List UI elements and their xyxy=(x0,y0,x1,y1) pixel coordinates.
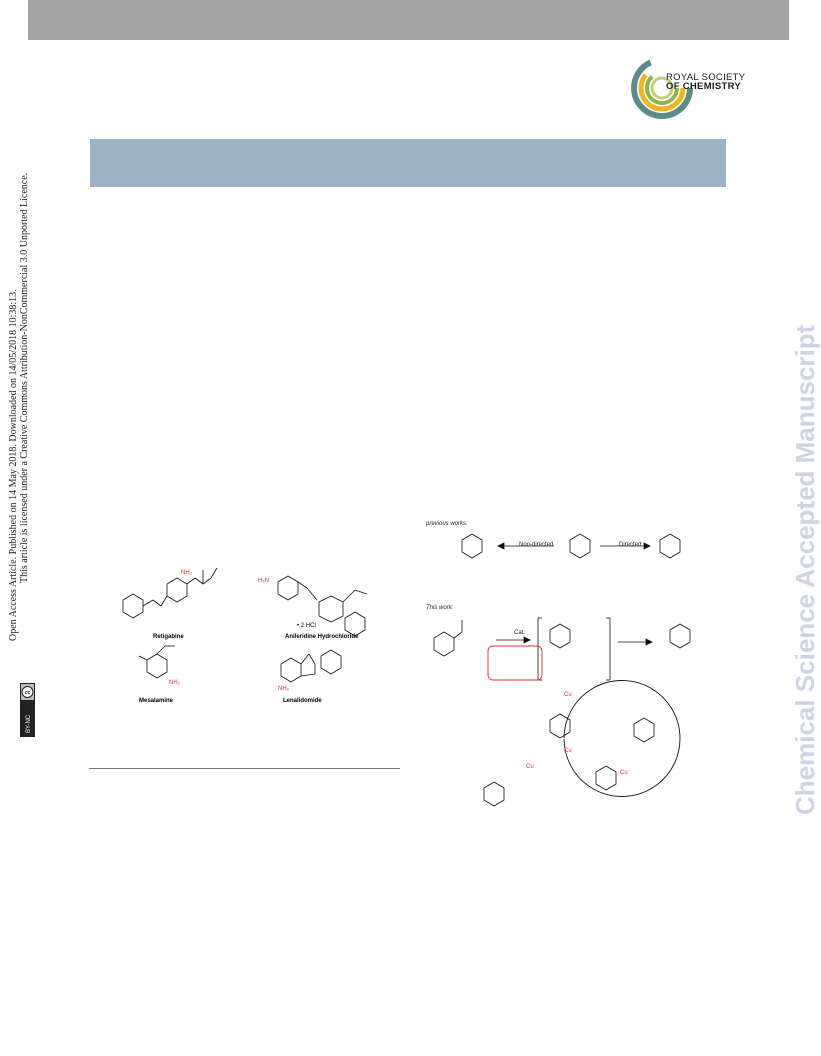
catalyst-label: Cat. xyxy=(514,630,526,636)
drug-structures-figure xyxy=(95,560,395,710)
salt-label: • 2 HCl xyxy=(297,623,316,629)
scheme-previous-header: previous works: xyxy=(426,521,468,527)
scheme-this-work-header: This work: xyxy=(426,605,454,611)
accepted-manuscript-watermark: Chemical Science Accepted Manuscript xyxy=(790,324,820,815)
directed-label: Directed xyxy=(619,542,642,548)
cc-badge-text: BY-NC xyxy=(26,714,32,733)
cc-license-badge[interactable] xyxy=(20,683,35,737)
title-band xyxy=(90,139,726,187)
svg-text:Cu: Cu xyxy=(526,764,534,770)
reaction-scheme xyxy=(424,520,724,840)
logo-text xyxy=(666,73,745,91)
logo-line2: OF CHEMISTRY xyxy=(666,81,742,92)
svg-text:NH₂: NH₂ xyxy=(278,686,289,692)
scheme-drawing xyxy=(424,520,724,840)
svg-text:Cu: Cu xyxy=(620,770,628,776)
svg-text:H₂N: H₂N xyxy=(258,578,269,584)
non-directed-label: Non-directed xyxy=(519,542,554,548)
caption-retigabine: Retigabine xyxy=(153,634,184,640)
license-line-2: This article is licensed under a Creative Commons Attribution-NonCommercial 3.0 Unported Licence. xyxy=(19,172,30,583)
caption-anileridine: Anileridine Hydrochloride xyxy=(285,634,359,640)
license-line-1: Open Access Article. Published on 14 May 2018. Downloaded on 14/05/2018 10:38:13. xyxy=(8,289,19,641)
logo-line1: ROYAL SOCIETY xyxy=(666,72,746,83)
figure-divider xyxy=(89,768,400,769)
svg-text:cc: cc xyxy=(24,690,31,696)
svg-text:Cu: Cu xyxy=(564,692,572,698)
caption-lenalidomide: Lenalidomide xyxy=(283,698,322,704)
caption-mesalamine: Mesalamine xyxy=(139,698,174,704)
svg-text:NH₂: NH₂ xyxy=(169,680,180,686)
svg-text:NH₂: NH₂ xyxy=(181,570,192,576)
svg-text:Cu: Cu xyxy=(564,748,572,754)
header-bar xyxy=(28,0,789,40)
